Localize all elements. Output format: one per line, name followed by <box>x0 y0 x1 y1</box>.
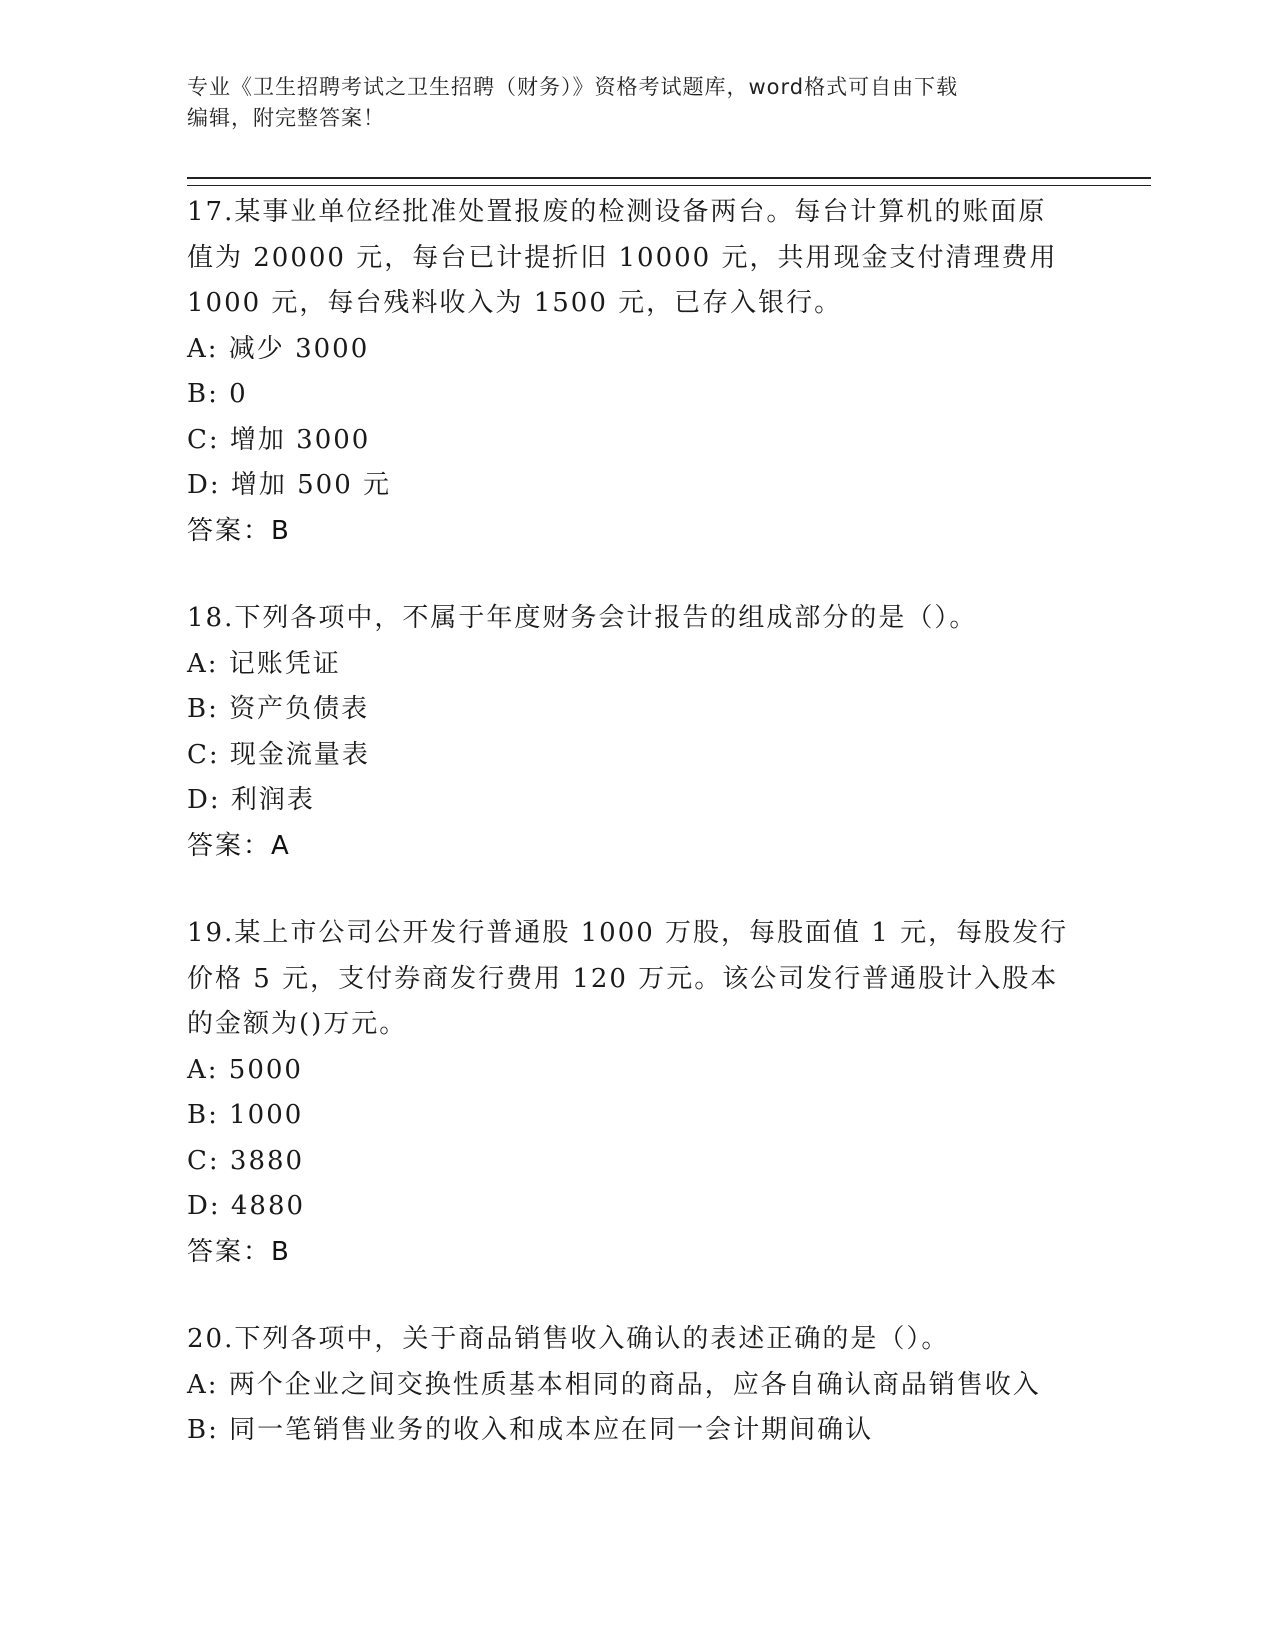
stem-line: 的金额为()万元。 <box>187 1009 408 1039</box>
option-b: B: 1000 <box>187 1100 304 1130</box>
answer-line: 答案：B <box>187 1236 291 1267</box>
header-divider <box>187 177 1151 186</box>
header-line-1: 专业《卫生招聘考试之卫生招聘（财务）》资格考试题库，word格式可自由下载 <box>187 75 959 99</box>
stem-line: 1000 元，每台残料收入为 1500 元，已存入银行。 <box>187 288 843 318</box>
stem-line: 19.某上市公司公开发行普通股 1000 万股，每股面值 1 元，每股发行 <box>187 918 1069 948</box>
option-a: A: 5000 <box>187 1054 303 1085</box>
option-b: B: 0 <box>187 379 248 409</box>
document-header <box>187 72 1067 134</box>
option-d: D: 利润表 <box>187 785 315 815</box>
stem-line: 20.下列各项中，关于商品销售收入确认的表述正确的是（）。 <box>187 1324 950 1354</box>
option-d: D: 增加 500 元 <box>187 470 392 500</box>
stem-line: 价格 5 元，支付券商发行费用 120 万元。该公司发行普通股计入股本 <box>187 963 1059 994</box>
answer-line: 答案：A <box>187 830 291 861</box>
question-18 <box>187 596 1087 869</box>
question-list <box>187 190 1087 1496</box>
question-stem <box>187 596 1087 642</box>
option-c: C: 3880 <box>187 1145 305 1176</box>
question-stem <box>187 190 1087 327</box>
answer-line: 答案：B <box>187 515 291 546</box>
question-17 <box>187 190 1087 554</box>
option-d: D: 4880 <box>187 1191 306 1221</box>
question-stem <box>187 911 1087 1048</box>
question-19 <box>187 911 1087 1275</box>
option-b: B: 同一笔销售业务的收入和成本应在同一会计期间确认 <box>187 1415 874 1445</box>
question-stem <box>187 1317 1087 1363</box>
stem-line: 17.某事业单位经批准处置报废的检测设备两台。每台计算机的账面原 <box>187 197 1047 227</box>
option-a: A: 记账凭证 <box>187 648 341 679</box>
option-a: A: 减少 3000 <box>187 333 370 364</box>
question-20 <box>187 1317 1087 1454</box>
stem-line: 值为 20000 元，每台已计提折旧 10000 元，共用现金支付清理费用 <box>187 242 1058 273</box>
option-c: C: 现金流量表 <box>187 739 370 770</box>
option-b: B: 资产负债表 <box>187 694 370 724</box>
header-line-2: 编辑，附完整答案！ <box>187 106 385 130</box>
option-a: A: 两个企业之间交换性质基本相同的商品，应各自确认商品销售收入 <box>187 1369 1041 1400</box>
stem-line: 18.下列各项中，不属于年度财务会计报告的组成部分的是（）。 <box>187 603 978 633</box>
option-c: C: 增加 3000 <box>187 424 371 455</box>
